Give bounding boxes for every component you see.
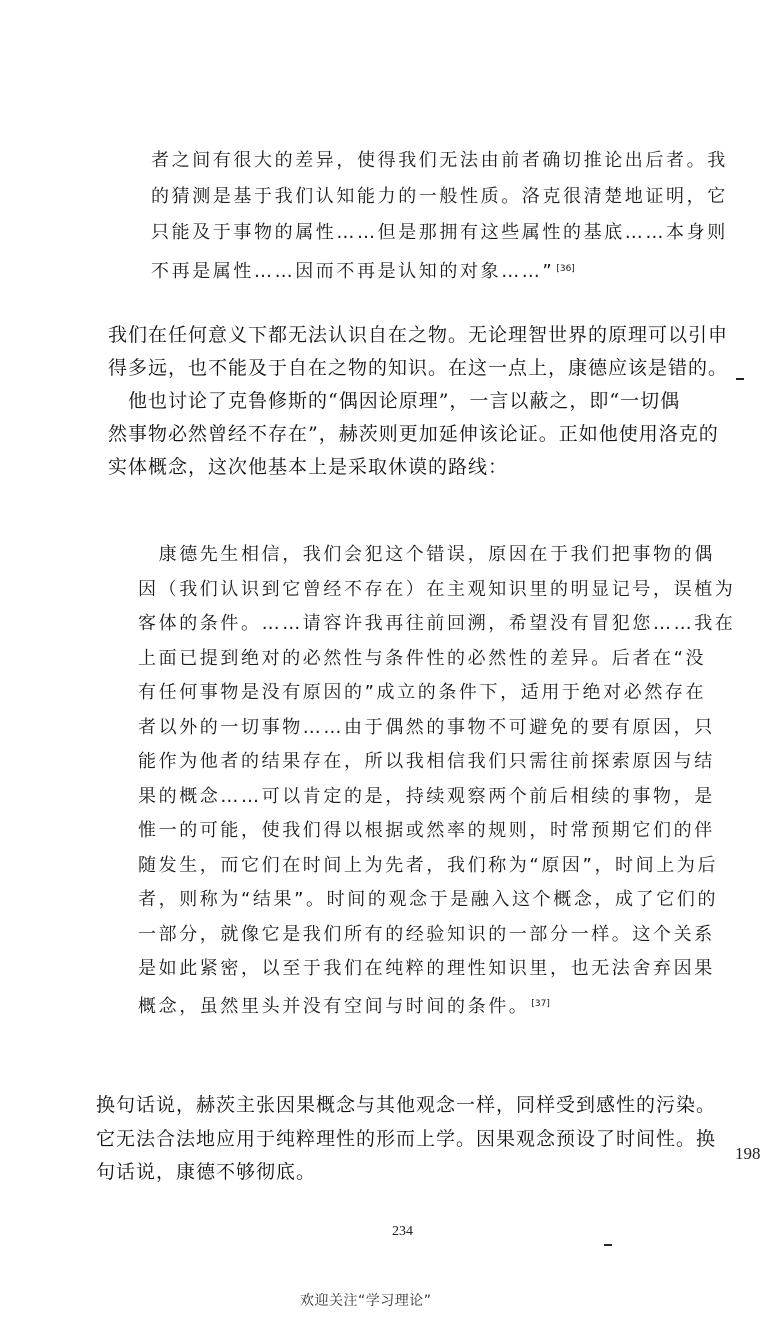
- body-line: 我们在任何意义下都无法认识自在之物。无论理智世界的原理可以引申: [108, 324, 729, 346]
- body-line: 得多远，也不能及于自在之物的知识。在这一点上，康德应该是错的。: [108, 357, 729, 379]
- body-line: 他也讨论了克鲁修斯的“偶因论原理”，一言以蔽之，即“一切偶: [108, 390, 681, 412]
- quote-line: 惟一的可能，使我们得以根据或然率的规则，时常预期它们的伴: [138, 820, 715, 841]
- quote-line: 能作为他者的结果存在，所以我相信我们只需往前探索原因与结: [138, 751, 715, 772]
- quote-line: 果的概念……可以肯定的是，持续观察两个前后相续的事物，是: [138, 785, 715, 807]
- quote-line: 者之间有很大的差异，使得我们无法由前者确切推论出后者。我: [151, 150, 728, 171]
- footer-text: 欢迎关注“学习理论”: [300, 1293, 432, 1309]
- quote-line: 上面已提到绝对的必然性与条件性的必然性的差异。后者在“没: [138, 647, 707, 669]
- quote-line: 因（我们认识到它曾经不存在）在主观知识里的明显记号，误植为: [138, 578, 736, 600]
- quote-line: 康德先生相信，我们会犯这个错误，原因在于我们把事物的偶: [138, 544, 715, 565]
- scan-artifact: [604, 1244, 612, 1246]
- quote-line: 客体的条件。……请容许我再往前回溯，希望没有冒犯您……我在: [138, 613, 736, 634]
- page-number: 234: [392, 1224, 413, 1239]
- quote-line: 随发生，而它们在时间上为先者，我们称为“原因”，时间上为后: [138, 854, 719, 876]
- quote-line: 者，则称为“结果”。时间的观念于是融入这个概念，成了它们的: [138, 889, 719, 910]
- quote-line: 者以外的一切事物……由于偶然的事物不可避免的要有原因，只: [138, 716, 715, 738]
- body-paragraph: [108, 319, 728, 484]
- body-line: 然事物必然曾经不存在”，赫茨则更加延伸该论证。正如他使用洛克的: [108, 423, 719, 445]
- quote-line: 是如此紧密，以至于我们在纯粹的理性知识里，也无法舍弃因果: [138, 958, 715, 979]
- body-line: 句话说，康德不够彻底。: [96, 1161, 317, 1183]
- body-line: 它无法合法地应用于纯粹理性的形而上学。因果观念预设了时间性。换: [96, 1127, 717, 1150]
- block-quote-hume: [151, 143, 728, 290]
- block-quote-herz: [138, 538, 735, 1024]
- footnote-marker: [36]: [556, 264, 575, 274]
- margin-page-reference: 198: [735, 1144, 761, 1163]
- quote-line: [138, 987, 735, 1025]
- quote-line: 有任何事物是没有原因的”成立的条件下，适用于绝对必然存在: [138, 682, 707, 703]
- quote-line: [151, 251, 728, 290]
- scan-artifact: [736, 378, 744, 380]
- quote-line: 一部分，就像它是我们所有的经验知识的一部分一样。这个关系: [138, 923, 715, 945]
- quote-line: 的猜测是基于我们认知能力的一般性质。洛克很清楚地证明，它: [151, 186, 728, 207]
- body-line: 实体概念，这次他基本上是采取休谟的路线：: [108, 456, 509, 478]
- quote-line-text: 不再是属性……因而不再是认知的对象……”: [151, 261, 555, 282]
- quote-line-text: 概念，虽然里头并没有空间与时间的条件。: [138, 995, 530, 1017]
- body-line: 换句话说，赫茨主张因果概念与其他观念一样，同样受到感性的污染。: [96, 1094, 717, 1116]
- body-paragraph: [96, 1089, 716, 1190]
- quote-line: 只能及于事物的属性……但是那拥有这些属性的基底……本身则: [151, 222, 728, 243]
- footnote-marker: [37]: [531, 998, 550, 1009]
